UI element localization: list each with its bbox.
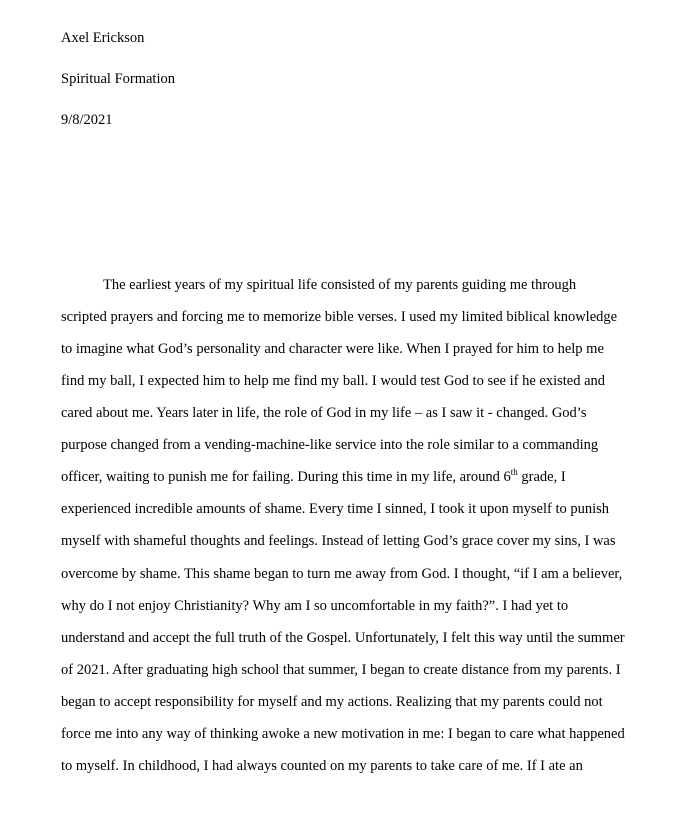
body-line: purpose changed from a vending-machine-like service into the role similar to a commanding xyxy=(61,437,599,453)
body-line: overcome by shame. This shame began to turn me away from God. I thought, “if I am a believer, xyxy=(61,566,623,582)
body-line: to myself. In childhood, I had always counted on my parents to take care of me. If I ate an xyxy=(61,758,583,774)
course-name: Spiritual Formation xyxy=(61,71,175,87)
body-line: began to accept responsibility for myself and my actions. Realizing that my parents could not xyxy=(61,694,603,710)
body-line: of 2021. After graduating high school that summer, I began to create distance from my parents. I xyxy=(61,662,621,678)
body-line: cared about me. Years later in life, the role of God in my life – as I saw it - changed. God’s xyxy=(61,405,587,421)
body-line-text: officer, waiting to punish me for failing. During this time in my life, around 6 xyxy=(61,469,511,485)
body-line-tail: grade, I xyxy=(517,469,566,485)
body-line: to imagine what God’s personality and character were like. When I prayed for him to help me xyxy=(61,341,604,357)
author-name: Axel Erickson xyxy=(61,30,145,46)
body-line: scripted prayers and forcing me to memorize bible verses. I used my limited biblical knowledge xyxy=(61,309,618,325)
body-line: force me into any way of thinking awoke a new motivation in me: I began to care what happened xyxy=(61,726,625,742)
ordinal-superscript: th xyxy=(510,467,518,478)
document-date: 9/8/2021 xyxy=(61,112,113,128)
body-line: find my ball, I expected him to help me find my ball. I would test God to see if he existed and xyxy=(61,373,606,389)
body-line: experienced incredible amounts of shame. Every time I sinned, I took it upon myself to punish xyxy=(61,501,610,517)
body-line xyxy=(61,468,566,486)
body-line: understand and accept the full truth of the Gospel. Unfortunately, I felt this way until the summer xyxy=(61,630,625,646)
body-line: The earliest years of my spiritual life consisted of my parents guiding me through xyxy=(103,277,577,293)
body-line: why do I not enjoy Christianity? Why am I so uncomfortable in my faith?”. I had yet to xyxy=(61,598,569,614)
body-line: myself with shameful thoughts and feelings. Instead of letting God’s grace cover my sins, I was xyxy=(61,533,616,549)
